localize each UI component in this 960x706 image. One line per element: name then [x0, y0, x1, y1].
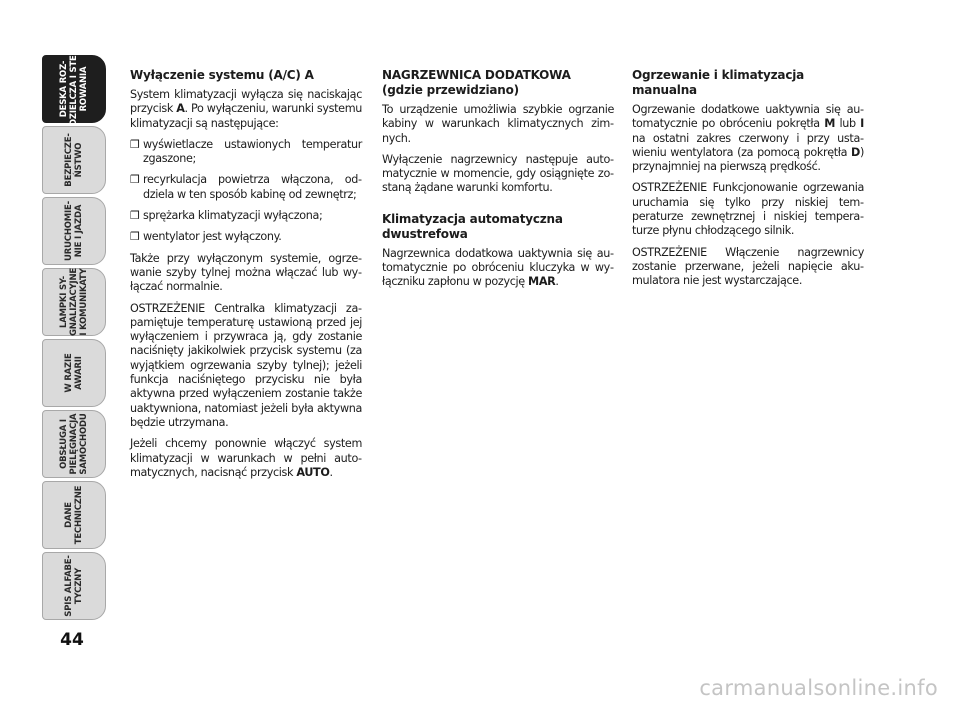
paragraph — [130, 88, 362, 131]
column-1 — [130, 68, 362, 487]
paragraph: To urządzenie umożliwia szybkie ogrzanie kabiny w warunkach klimatycznych zimnych. — [382, 103, 614, 145]
column-3 — [632, 68, 864, 296]
tab-label: BEZPIECZE- ŃSTWO — [64, 133, 84, 187]
page-number: 44 — [60, 630, 84, 650]
tab-w-razie-awarii[interactable] — [42, 339, 106, 407]
tab-obsluga-i-pielegnacja[interactable] — [42, 410, 106, 478]
tab-spis-alfabetyczny[interactable] — [42, 552, 106, 620]
section-heading-nagrzewnica: NAGRZEWNICA DODATKOWA (gdzie przewidziano) — [382, 68, 571, 97]
checkbox-bullet-icon: ❒ — [130, 173, 140, 187]
paragraph: Wyłączenie nagrzewnicy następuje automatycznie w momencie, gdy osiągnięte zostaną żądane warunki komfortu. — [382, 152, 614, 195]
key-label: MAR — [528, 275, 556, 289]
list-item-text: sprężarka klimatyzacji wyłączona; — [143, 209, 323, 223]
text-run: Nagrzewnica dodatkowa uaktywnia się automatycznie po obróceniu kluczyka w wyłączniku zapłonu w pozycję — [382, 246, 614, 289]
text-run: System klimatyzacji wyłącza się naciskając przycisk — [130, 88, 362, 116]
list-item — [130, 138, 362, 167]
warning-paragraph: OSTRZEŻENIE Włączenie nagrzewnicy zostanie przerwane, jeżeli napięcie akumulatora nie jest wystarczające. — [632, 245, 864, 288]
key-label: I — [860, 117, 864, 131]
tab-label: OBSŁUGA I PIELĘGNACJA SAMOCHODU — [59, 413, 89, 475]
paragraph — [382, 247, 614, 290]
checkbox-bullet-icon: ❒ — [130, 137, 140, 151]
paragraph: Także przy wyłączonym systemie, ogrzewanie szyby tylnej można włączać lub wyłączać normalnie. — [130, 251, 362, 294]
tab-deska-rozdzielcza[interactable] — [42, 52, 106, 126]
checkbox-bullet-icon: ❒ — [130, 209, 140, 223]
text-run: na ostatni zakres czerwony i przy ustawieniu wentylatora (za pomocą pokrętła — [632, 131, 864, 159]
tab-label: SPIS ALFABE- TYCZNY — [64, 555, 84, 617]
checkbox-bullet-icon: ❒ — [130, 230, 140, 244]
tab-label: LAMPKI SY- GNALIZACYJNE I KOMUNIKATY — [59, 267, 89, 337]
list-item-text: recyrkulacja powietrza włączona, oddziela w ten sposób kabinę od zewnętrz; — [143, 173, 362, 201]
key-label: A — [176, 102, 185, 116]
text-run: . Po wyłączeniu, warunki systemu klimatyzacji są następujące: — [130, 102, 362, 130]
text-run: Ogrzewanie dodatkowe uaktywnia się automatycznie po obróceniu pokrętła — [632, 103, 864, 131]
tab-label: DESKA ROZ- DZIELCZA I STE- ROWANIA — [59, 52, 89, 126]
watermark: carmanualsonline.info — [699, 676, 938, 700]
section-heading-manual: Ogrzewanie i klimatyzacja manualna — [632, 68, 805, 97]
list-item — [130, 230, 362, 244]
text-run: . — [329, 465, 333, 479]
section-heading-dual-zone: Klimatyzacja automatyczna dwustrefowa — [382, 211, 563, 241]
warning-paragraph: OSTRZEŻENIE Centralka klimatyzacji zapamiętuje temperaturę ustawioną przed jej wyłączeniem i przywraca ją, gdy zostanie naciśnięty jakikolwiek przycisk systemu (za wyjątkiem ogrzewania szyby tylnej); jeżeli funkcja naciśniętego przycisku nie była aktywna przed wyłączeniem zostanie także uaktywniona, natomiast jeżeli była aktywna będzie utrzymana. — [130, 301, 362, 429]
list-item-text: wyświetlacze ustawionych temperatur zgaszone; — [143, 137, 362, 166]
paragraph — [130, 437, 362, 480]
text-run: lub — [834, 117, 861, 131]
list-item-text: wentylator jest wyłączony. — [143, 230, 282, 244]
text-run: ) przynajmniej na pierwszą prędkość. — [632, 145, 864, 174]
list-item — [130, 173, 362, 202]
tab-bezpieczenstwo[interactable] — [42, 126, 106, 194]
tab-uruchomienie-i-jazda[interactable] — [42, 197, 106, 265]
tab-lampki-sygnalizacyjne[interactable] — [42, 268, 106, 336]
text-run: . — [555, 275, 559, 289]
paragraph — [632, 103, 864, 174]
text-run: Jeżeli chcemy ponownie włączyć system klimatyzacji w warunkach w pełni automatycznych, nacisnąć przycisk — [130, 437, 362, 479]
tab-dane-techniczne[interactable] — [42, 481, 106, 549]
key-label: AUTO — [296, 465, 330, 479]
tab-label: W RAZIE AWARII — [64, 353, 84, 393]
tab-label: URUCHOMIE- NIE I JAZDA — [64, 201, 84, 261]
section-heading-ac-off: Wyłączenie systemu (A/C) A — [130, 68, 314, 82]
chapter-sidebar — [42, 52, 114, 623]
tab-label: DANE TECHNICZNE — [64, 485, 84, 545]
warning-paragraph: OSTRZEŻENIE Funkcjonowanie ogrzewania uruchamia się tylko przy niskiej temperaturze zewnętrznej i niskiej temperaturze płynu chłodzącego silnik. — [632, 181, 864, 238]
key-label: D — [851, 145, 860, 159]
list-item — [130, 209, 362, 223]
key-label: M — [824, 117, 835, 131]
column-2 — [382, 68, 614, 297]
